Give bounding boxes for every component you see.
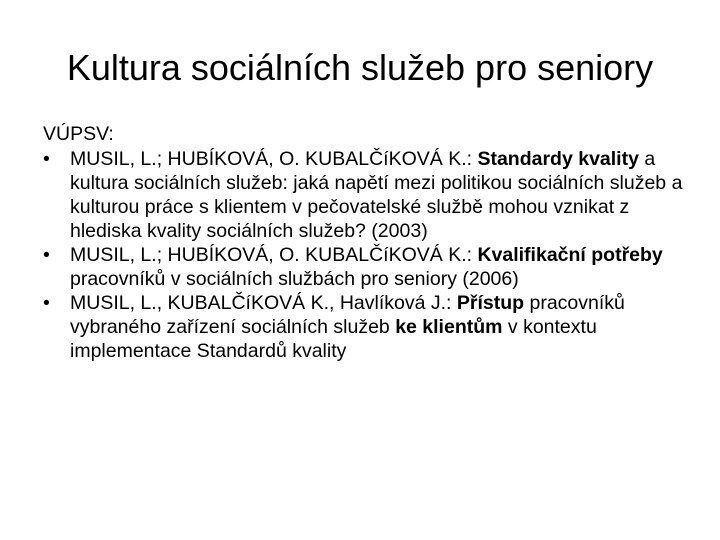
reference-authors: MUSIL, L.; HUBÍKOVÁ, O. KUBALČíKOVÁ K.: (70, 148, 478, 170)
reference-text: pracovníků v sociálních službách pro seniory (2006) (70, 268, 519, 290)
reference-authors: MUSIL, L.; HUBÍKOVÁ, O. KUBALČíKOVÁ K.: (70, 244, 478, 266)
reference-text: a kultura sociálních služeb: jaká napětí mezi politikou sociálních služeb a kulturou práce s klientem v pečovatelské službě mohou vznikat z hlediska kvality sociálních služeb? (2003) (70, 148, 683, 242)
reference-emphasis: Kvalifikační potřeby (477, 244, 663, 266)
reference-emphasis: Přístup (456, 292, 525, 314)
reference-item (43, 147, 693, 243)
reference-item (43, 243, 693, 291)
slide-body (43, 122, 693, 363)
reference-text: pracovníků vybraného zařízení sociálních služeb (70, 292, 625, 338)
bullet-icon: • (43, 244, 50, 266)
bullet-icon: • (43, 292, 50, 314)
reference-text: v kontextu implementace Standardů kvality (70, 316, 597, 362)
bullet-icon: • (43, 148, 50, 170)
reference-emphasis: ke klientům (395, 316, 503, 338)
reference-authors: MUSIL, L., KUBALČíKOVÁ K., Havlíková J.: (70, 292, 457, 314)
intro-label: VÚPSV: (43, 123, 114, 145)
slide-title: Kultura sociálních služeb pro seniory (66, 47, 654, 88)
reference-emphasis: Standardy kvality (477, 148, 639, 170)
reference-item (43, 291, 693, 363)
reference-list (43, 147, 693, 363)
